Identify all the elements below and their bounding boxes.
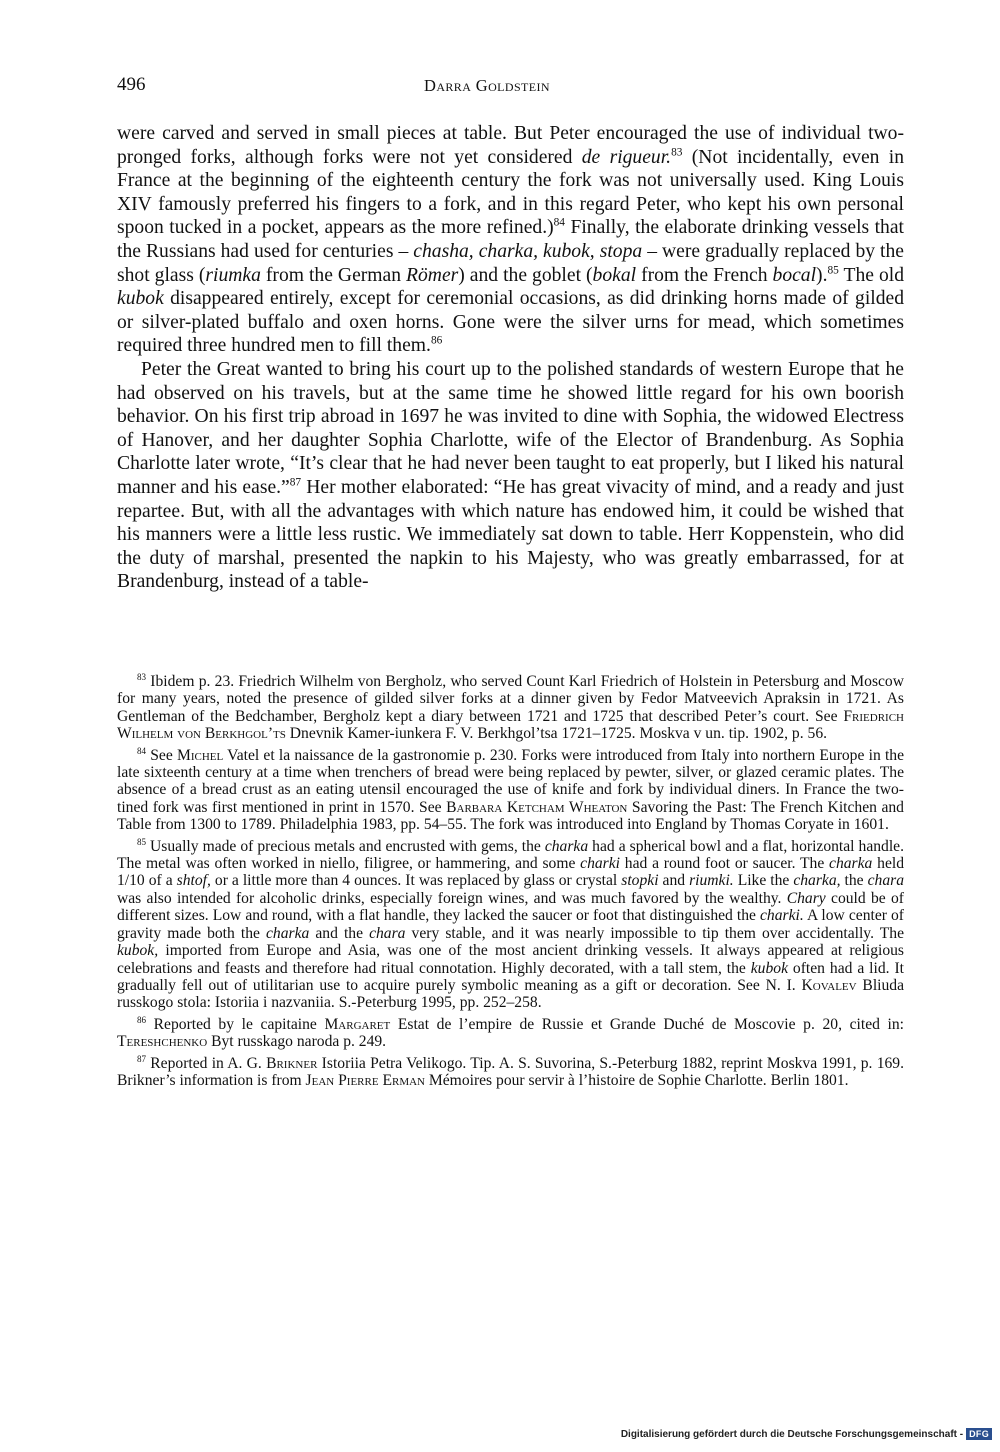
footnote-83: $^{83}$ Ibidem p. 23. Friedrich Wilhelm von Bergholz, who served Count Karl Friedrich of Holstein in Petersburg and Moscow for many years, noted the presence of gilded silver forks at a dinner given by Fedor Matveevich Apraksin in 1721. As Gentleman of the Bedchamber, Bergholz kept a diary between 1721 and 1725 that described Peter’s court. See Friedrich Wilhelm von Berkhgol’ts Dnevnik Kamer-iunkera F. V. Berkhgol’tsa 1721–1725. Moskva v un. tip. 1902, p. 56. (117, 671, 904, 743)
footnote-85: $^{85}$ Usually made of precious metals and encrusted with gems, the charka had a spherical bowl and a flat, horizontal handle. The metal was often worked in niello, filigree, or hammering, and some charki had a round foot or saucer. The charka held 1/10 of a shtof, or a little more than 4 ounces. It was replaced by glass or crystal stopki and riumki. Like the charka, the chara was also intended for alcoholic drinks, especially foreign wines, and was much favored by the wealthy. Chary could be of different sizes. Low and round, with a flat handle, they lacked the saucer or foot that distinguished the charki. A low center of gravity made both the charka and the chara very stable, and it was nearly impossible to tip them over accidentally. The kubok, imported from Europe and Asia, was one of the most ancient drinking vessels. It always appeared at religious celebrations and feasts and therefore had ritual connotation. Highly decorated, with a tall stem, the kubok often had a lid. It gradually fell out of utilitarian use to acquire purely symbolic meaning as a gift or decoration. See N. I. Kovalev Bliuda russkogo stola: Istoriia i nazvaniia. S.-Peterburg 1995, pp. 252–258. (117, 836, 905, 1012)
paragraph: Peter the Great wanted to bring his court up to the polished standards of western Europe that he had observed on his travels, but at the same time he showed little regard for his own boorish behavior. On his first trip abroad in 1697 he was invited to dine with Sophia, the widowed Electress of Hanover, and her daughter Sophia Charlotte, wife of the Elector of Brandenburg. As Sophia Charlotte later wrote, “It’s clear that he had never been taught to eat properly, but I liked his natural manner and his ease.”$^{87}$ Her mother elaborated: “He has great vivacity of mind, and a ready and just repartee. But, with all the advantages with which nature has endowed him, it could be wished that his manners were a little less rustic. We immediately sat down to table. Herr Koppenstein, who did the duty of marshal, presented the napkin to his Majesty, who was greatly embarrassed, for at Brandenburg, instead of a table- (117, 358, 904, 593)
digitization-footer (621, 1428, 992, 1440)
body-text (117, 122, 904, 594)
footnote-84: $^{84}$ See Michel Vatel et la naissance de la gastronomie p. 230. Forks were introduced from Italy into northern Europe in the late sixteenth century at a time when trenchers of bread were being replaced by pewter, silver, or glazed ceramic plates. The absence of a bread crust as an eating utensil encouraged the use of knife and fork by individual diners. In France the two-tined fork was first mentioned in print in 1570. See Barbara Ketcham Wheaton Savoring the Past: The French Kitchen and Table from 1300 to 1789. Philadelphia 1983, pp. 54–55. The fork was introduced into England by Thomas Coryate in 1601. (117, 745, 905, 834)
footnote-87: $^{87}$ Reported in A. G. Brikner Istoriia Petra Velikogo. Tip. A. S. Suvorina, S.-Peterburg 1882, reprint Moskva 1991, p. 169. Brikner’s information is from Jean Pierre Erman Mémoires pour servir à l’histoire de Sophie Charlotte. Berlin 1801. (117, 1053, 904, 1089)
paragraph: were carved and served in small pieces at table. But Peter encouraged the use of individual two-pronged forks, although forks were not yet considered de rigueur.$^{83}$ (Not incidentally, even in France at the beginning of the eighteenth century the fork was not universally used. King Louis XIV famously preferred his fingers to a fork, and in this regard Peter, who kept his own personal spoon tucked in a pocket, appears as the more refined.)$^{84}$ Finally, the elaborate drinking vessels that the Russians had used for centuries – chasha, charka, kubok, stopa – were gradually replaced by the shot glass (riumka from the German Römer) and the goblet (bokal from the French bocal).$^{85}$ The old kubok disappeared entirely, except for ceremonial occasions, as did drinking horns made of gilded or silver-plated buffalo and oxen horns. Gone were the silver urns for mead, which sometimes required three hundred men to fill them.$^{86}$ (117, 123, 905, 357)
footer-text: Digitalisierung gefördert durch die Deutsche Forschungsgemeinschaft - (620, 1428, 964, 1440)
running-head: Darra Goldstein (424, 76, 550, 95)
page-number: 496 (117, 74, 146, 95)
footnote-86: $^{86}$ Reported by le capitaine Margaret Estat de l’empire de Russie et Grande Duché de Moscovie p. 20, cited in: Tereshchenko Byt russkago naroda p. 249. (117, 1014, 904, 1051)
dfg-logo-icon: DFG (966, 1428, 992, 1440)
footnotes (117, 673, 904, 1093)
